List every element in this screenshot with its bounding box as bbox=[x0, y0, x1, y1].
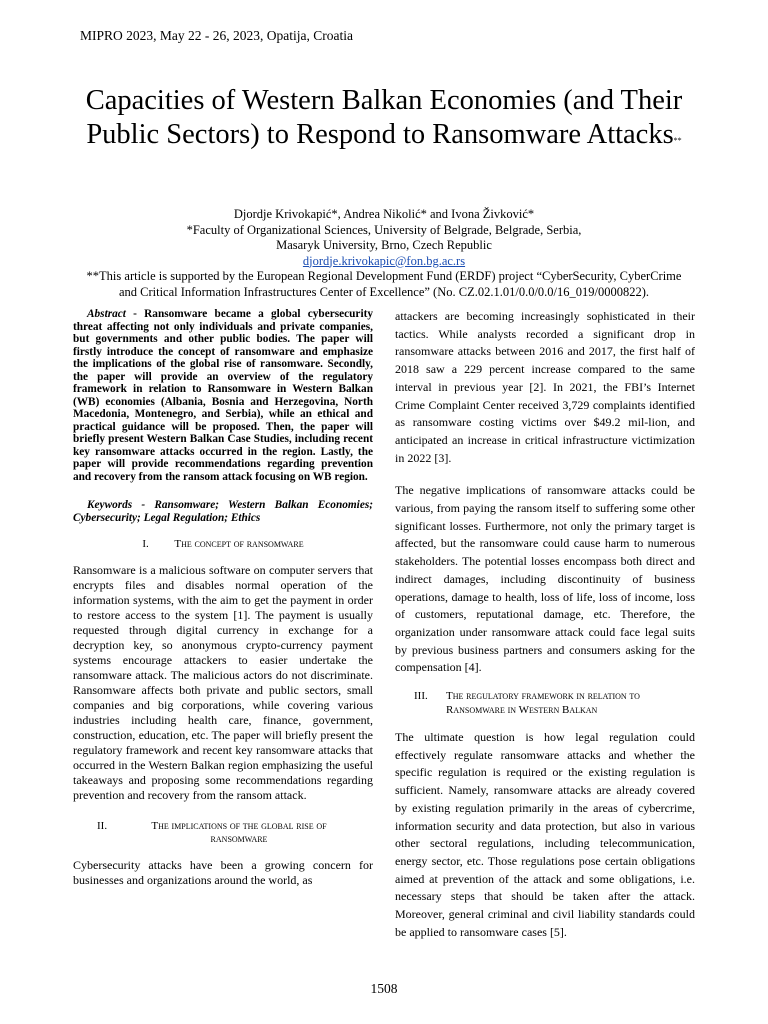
funding-note-line-2: and Critical Information Infrastructures Center of Excellence” (No. CZ.02.1.01/0.0/0.0/16_019/0000822). bbox=[118, 284, 650, 299]
abstract bbox=[73, 308, 373, 483]
left-column bbox=[73, 308, 373, 888]
paper-title bbox=[60, 84, 708, 158]
section-2-paragraph-continued: attackers are becoming increasingly sophisticated in their tactics. While analysts recorded a significant drop in ransomware attacks between 2016 and 2017, the first half of 2018 saw a 229 percent increase compared to the same interval in previous year [2]. In 2021, the FBI’s Internet Crime Complaint Center received 3,729 complaints identified as ransomware costing victims over $49.2 mil-lion, and anticipated an increase in critical infrastructure victimization in 2022 [3]. bbox=[395, 309, 695, 465]
section-heading-1 bbox=[73, 538, 373, 551]
author-email-link[interactable]: djordje.krivokapic@fon.bg.ac.rs bbox=[302, 253, 466, 268]
right-column bbox=[395, 308, 695, 942]
keywords: Keywords - Ransomware; Western Balkan Economies; Cybersecurity; Legal Regulation; Ethics bbox=[73, 499, 373, 524]
section-1-paragraph: Ransomware is a malicious software on computer servers that encrypts files and disables normal operation of the information systems, with the aim to get the payment in order to restore access to the system [1]. The payment is usually requested through digital currency in exchange for a decryption key, so anonymous crypto-currency payment systems encourage attackers to easier undertake the ransomware attack. The malicious actors do not discriminate. Ransomware affects both private and public sectors, small companies and big corporations, while covering various industries including health care, finance, government, construction, education, etc. The paper will briefly present the regulatory framework and recent key ransomware attacks that occurred in the Western Balkan region emphasizing the useful takeaways and proposing some recommendations regarding prevention and recovery from the ransom attack. bbox=[73, 563, 373, 802]
abstract-label: Abstract bbox=[87, 308, 126, 320]
title-footnote-marker: ** bbox=[673, 136, 682, 145]
abstract-text: - Ransomware became a global cybersecurity threat affecting not only individuals and private companies, but governments and other public bodies. The paper will firstly introduce the concept of ransomware and emphasize the implications of the global rise of ransomware. Secondly, the paper will provide an overview of the regulatory framework in relation to Ransomware in Western Balkan (WB) economies (Albania, Bosnia and Herzegovina, North Macedonia, Montenegro, and Serbia), while an ethical and practical guidance will be proposed. Then, the paper will briefly present Western Balkan Case Studies, including recent key ransomware attacks occurred in the region. Lastly, the paper will provide recommendations regarding prevention and recovery from the ransom attack focusing on WB region. bbox=[73, 308, 373, 483]
section-2-paragraph-start: Cybersecurity attacks have been a growing concern for businesses and organizations around the world, as bbox=[73, 858, 373, 887]
conference-header: MIPRO 2023, May 22 - 26, 2023, Opatija, Croatia bbox=[80, 28, 353, 43]
funding-note-line-1: **This article is supported by the European Regional Development Fund (ERDF) project “CyberSecurity, CyberCrime bbox=[86, 269, 682, 283]
section-2-paragraph-2: The negative implications of ransomware attacks could be various, from paying the ransom itself to suffering some other significant losses. Furthermore, not only the primary target is affected, but the ransomware could cause harm to numerous stakeholders. The potential losses encompass both direct and indirect damages, including discontinuity of business operations, damage to health, loss of life, loss of income, loss of customers, reputational damage, etc. Therefore, the organization under ransomware attack could face legal suits by previous business partners and consumers asking for the compensation [4]. bbox=[395, 483, 695, 675]
section-title: The regulatory framework in relation to Ransomware in Western Balkan bbox=[446, 690, 640, 717]
section-number: I. bbox=[142, 538, 149, 550]
author-names: Djordje Krivokapić*, Andrea Nikolić* and Ivona Živković* bbox=[233, 207, 535, 221]
section-3-paragraph: The ultimate question is how legal regulation could effectively regulate ransomware attacks and whether the specific regulation is required or the existing regulation is sufficient. Namely, ransomware attacks are already covered by existing regulation primarily in the areas of cybercrime, information security and data protection, but also in various other sectoral regulations, including telecommunication, energy sector, etc. Those regulations pose certain obligations aimed at prevention of the attack and some obligations, i.e. necessary steps that should be taken after the attack. Moreover, general criminal and civil liability standards could be applied to ransomware cases [5]. bbox=[395, 730, 695, 939]
section-number: III. bbox=[414, 690, 428, 703]
page-number: 1508 bbox=[370, 981, 398, 996]
title-text: Capacities of Western Balkan Economies (and Their Public Sectors) to Respond to Ransomware Attacks bbox=[85, 85, 683, 150]
section-heading-3 bbox=[395, 689, 695, 717]
author-block bbox=[40, 207, 728, 300]
affiliation-line-1: *Faculty of Organizational Sciences, University of Belgrade, Belgrade, Serbia, bbox=[186, 222, 582, 237]
section-heading-2 bbox=[73, 820, 373, 846]
section-title: The concept of ransomware bbox=[174, 538, 304, 550]
affiliation-line-2: Masaryk University, Brno, Czech Republic bbox=[276, 238, 492, 252]
section-number: II. bbox=[97, 820, 108, 832]
section-title: The implications of the global rise of ransomware bbox=[151, 820, 327, 845]
